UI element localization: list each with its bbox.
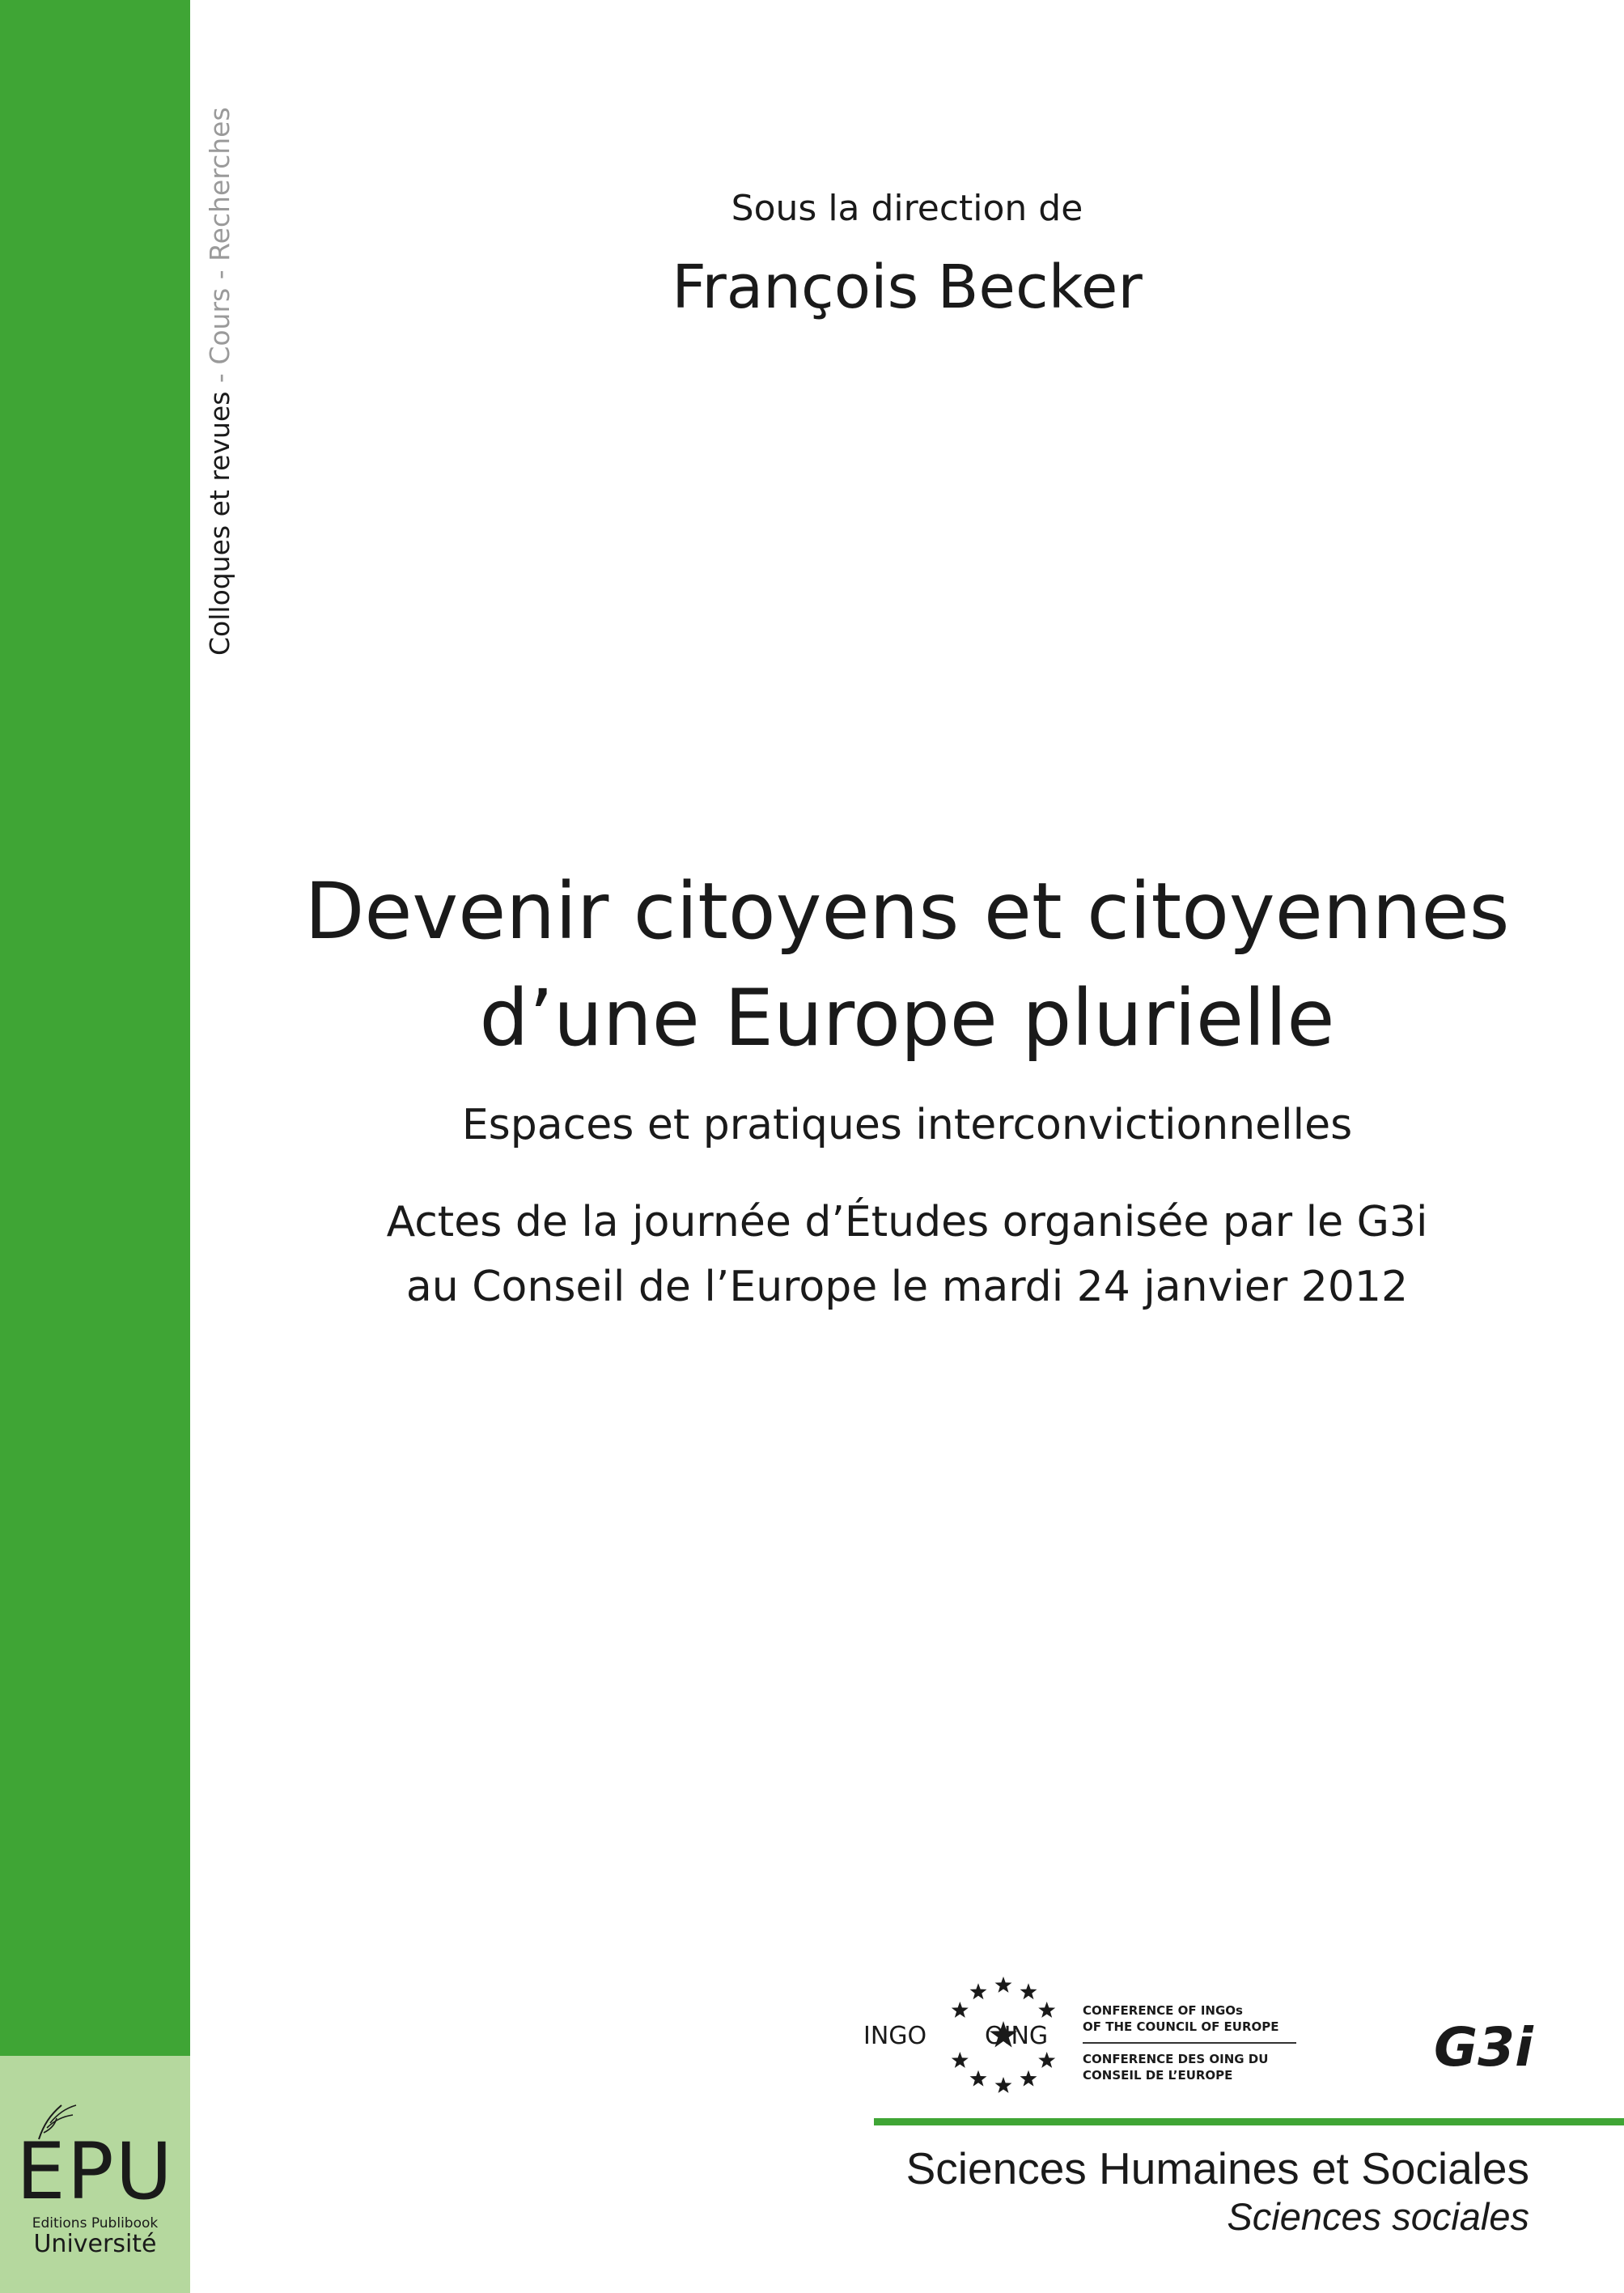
proceedings-line-2: au Conseil de l’Europe le mardi 24 janvier 2012 [405, 1263, 1409, 1311]
conference-fr-line-2: CONSEIL DE L’EUROPE [1083, 2068, 1233, 2083]
title-line-1: Devenir citoyens et citoyennes [304, 866, 1510, 957]
star-icon [1020, 1983, 1037, 1999]
book-subtitle: Espaces et pratiques interconvictionnelles [461, 1101, 1353, 1149]
g3i-logo: G3i [1434, 2016, 1533, 2079]
series-part-colloques: Colloques et revues [204, 391, 235, 656]
star-icon [1038, 2052, 1055, 2068]
collection-series-label [200, 89, 240, 656]
editor-name: François Becker [672, 253, 1143, 322]
sidebar-green-bar [0, 0, 190, 2056]
star-icon [970, 1983, 987, 1999]
epu-logo [0, 2056, 190, 2293]
category-main: Sciences Humaines et Sociales [905, 2143, 1529, 2193]
star-icon [952, 2002, 969, 2018]
star-icon [995, 2077, 1012, 2093]
star-icon [995, 1977, 1012, 1993]
series-separator: - [204, 364, 235, 392]
series-part-recherches: Recherches [204, 107, 235, 261]
series-separator: - [204, 261, 235, 288]
publisher-name: Editions Publibook [32, 2215, 159, 2231]
category-divider [874, 2118, 1624, 2125]
publisher-logo-panel [0, 2056, 190, 2293]
proceedings-line-1: Actes de la journée d’Études organisée par le G3i [386, 1198, 1428, 1246]
star-icon [1038, 2002, 1055, 2018]
conference-en-line-2: OF THE COUNCIL OF EUROPE [1083, 2019, 1279, 2034]
title-line-2: d’une Europe plurielle [479, 973, 1335, 1064]
editor-label: Sous la direction de [731, 188, 1083, 229]
star-icon [952, 2052, 969, 2068]
book-title [190, 858, 1624, 1072]
category-sub: Sciences sociales [1227, 2195, 1529, 2238]
proceedings-description [190, 1190, 1624, 1319]
ingo-conference-logo [858, 1975, 1311, 2096]
conference-name-french [1083, 2051, 1268, 2083]
conference-fr-line-1: CONFERENCE DES OING DU [1083, 2052, 1269, 2066]
star-icon [1020, 2070, 1037, 2087]
conference-name-english [1083, 2002, 1279, 2035]
series-part-cours: Cours [204, 287, 235, 365]
oing-logo-text: OING [985, 2022, 1049, 2050]
star-icon [970, 2070, 987, 2087]
publisher-universite: Université [33, 2230, 157, 2258]
epu-letters: EPU [16, 2126, 174, 2217]
ingo-logo-text: INGO [863, 2022, 927, 2050]
logo-divider [1083, 2042, 1296, 2044]
conference-en-line-1: CONFERENCE OF INGOs [1083, 2003, 1243, 2018]
